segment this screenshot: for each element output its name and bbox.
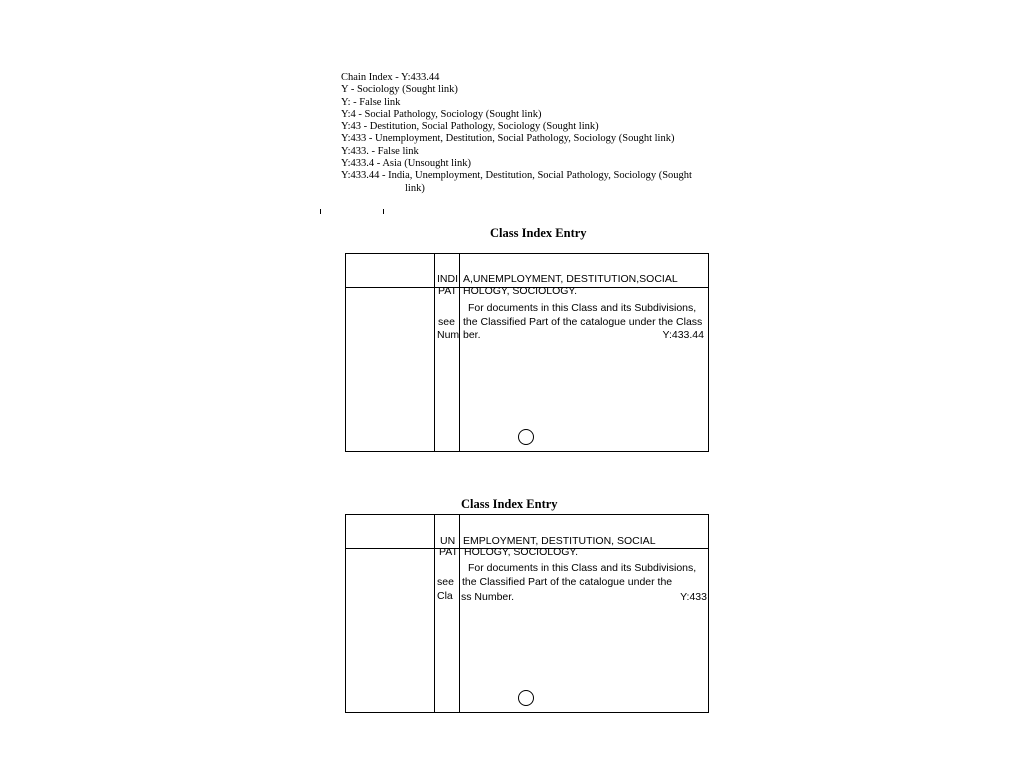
entry-body-text: For documents in this Class and its Subdivisions, [468,302,697,314]
card-rule [459,515,460,712]
class-index-card [345,253,709,452]
entry-body-text: the Classified Part of the catalogue under the Class [463,316,703,328]
punch-hole-icon [518,429,534,445]
entry-heading-text: HOLOGY, SOCIOLOGY. [463,285,577,297]
tick-mark [383,209,384,214]
chain-index-line: Y:433.44 - India, Unemployment, Destitution, Social Pathology, Sociology (Sought [341,170,692,182]
chain-index [341,72,761,195]
card-rule [434,515,435,712]
chain-index-line: Y: - False link [341,96,401,108]
entry-heading-text: UN [440,535,456,547]
card-heading: Class Index Entry [490,226,587,240]
class-number: Y:433 [680,591,707,603]
card-heading: Class Index Entry [461,497,558,511]
entry-body-text: ss Number. [461,591,515,603]
chain-index-line: Y:433 - Unemployment, Destitution, Social Pathology, Sociology (Sought link) [341,133,675,145]
entry-body-text: ber. [463,329,481,341]
chain-index-line: Y:433. - False link [341,145,419,157]
chain-index-title: Chain Index - Y:433.44 [341,72,440,83]
card-rule [434,254,435,451]
chain-index-continuation: link) [405,182,425,194]
entry-body-text: Num [437,329,460,341]
tick-mark [320,209,321,214]
chain-index-line: Y:433.4 - Asia (Unsought link) [341,158,471,170]
see-label: see [437,576,454,588]
entry-heading-text: EMPLOYMENT, DESTITUTION, SOCIAL [463,535,656,547]
entry-heading-text: PAT [439,546,458,558]
chain-index-line: Y - Sociology (Sought link) [341,84,458,96]
class-number: Y:433.44 [662,329,704,341]
chain-index-line: Y:43 - Destitution, Social Pathology, Sociology (Sought link) [341,121,599,133]
punch-hole-icon [518,690,534,706]
chain-index-line: Y:4 - Social Pathology, Sociology (Sought link) [341,108,542,120]
entry-heading-text: PAT [438,285,457,297]
entry-body-text: Cla [437,590,453,602]
entry-body-text: the Classified Part of the catalogue under the [462,576,673,588]
class-index-card [345,514,709,713]
card-rule [459,254,460,451]
entry-heading-text: A,UNEMPLOYMENT, DESTITUTION,SOCIAL [463,273,678,285]
entry-body-text: For documents in this Class and its Subdivisions, [468,562,697,574]
see-label: see [438,316,455,328]
entry-heading-text: HOLOGY, SOCIOLOGY. [464,546,578,558]
entry-heading-text: INDI [437,273,458,285]
